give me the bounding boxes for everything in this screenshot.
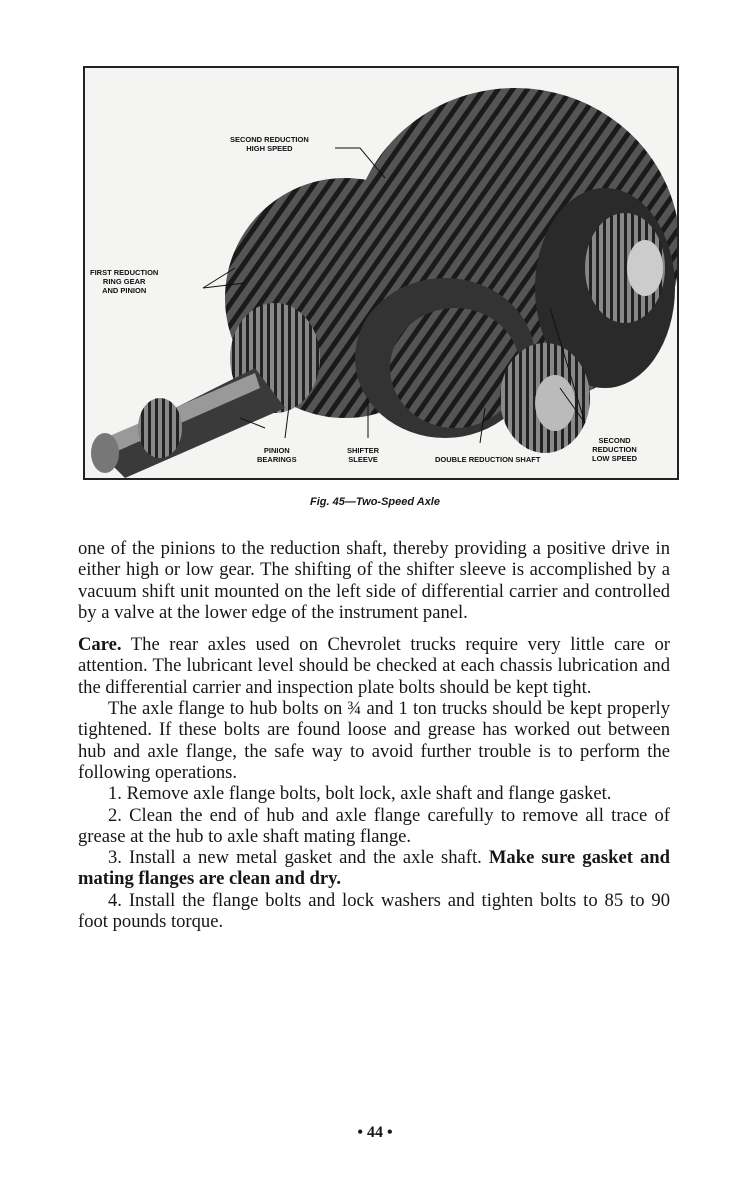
paragraph: The axle flange to hub bolts on ¾ and 1 ton trucks should be kept properly tightened. If these bolts are found loose and grease has worked out between hub and axle flange, the safe way to avoid further trouble is to perform the following operations. [78, 698, 670, 783]
step-3-text: 3. Install a new metal gasket and the axle shaft. [108, 847, 489, 869]
step-1: 1. Remove axle flange bolts, bolt lock, axle shaft and flange gasket. [108, 783, 612, 805]
figure-caption: Fig. 45—Two-Speed Axle [310, 496, 440, 508]
axle-illustration [85, 68, 679, 480]
step-2: 2. Clean the end of hub and axle flange carefully to remove all trace of grease at the hub to axle shaft mating flange. [78, 804, 670, 847]
label-second-reduction-low-speed: SECOND REDUCTION LOW SPEED [592, 436, 638, 463]
label-shifter-sleeve: SHIFTER SLEEVE [347, 446, 380, 464]
paragraph-care [78, 634, 670, 698]
label-pinion-bearings: PINION BEARINGS [257, 446, 297, 464]
two-speed-axle-figure [83, 66, 679, 480]
care-heading: Care. [78, 634, 122, 656]
label-double-reduction-shaft: DOUBLE REDUCTION SHAFT [435, 455, 541, 464]
step-4: 4. Install the flange bolts and lock washers and tighten bolts to 85 to 90 foot pounds torque. [78, 889, 670, 933]
paragraph: one of the pinions to the reduction shaft, thereby providing a positive drive in either high or low gear. The shifting of the shifter sleeve is accomplished by a vacuum shift unit mounted on the left side of differential carrier and controlled by a valve at the lower edge of the instrument panel. [78, 538, 670, 623]
body-text [78, 538, 670, 932]
step-3-emphasis: Make sure gasket and mating flanges are clean and dry. [78, 847, 670, 890]
step-3 [78, 847, 670, 890]
care-text: The rear axles used on Chevrolet trucks require very little care or attention. The lubricant level should be checked at each chassis lubrication and the differential carrier and inspection plate bolts should be kept tight. [78, 634, 670, 698]
label-first-reduction: FIRST REDUCTION RING GEAR AND PINION [90, 268, 159, 295]
page-number: • 44 • [357, 1124, 393, 1141]
label-second-reduction-high-speed: SECOND REDUCTION HIGH SPEED [230, 135, 309, 153]
